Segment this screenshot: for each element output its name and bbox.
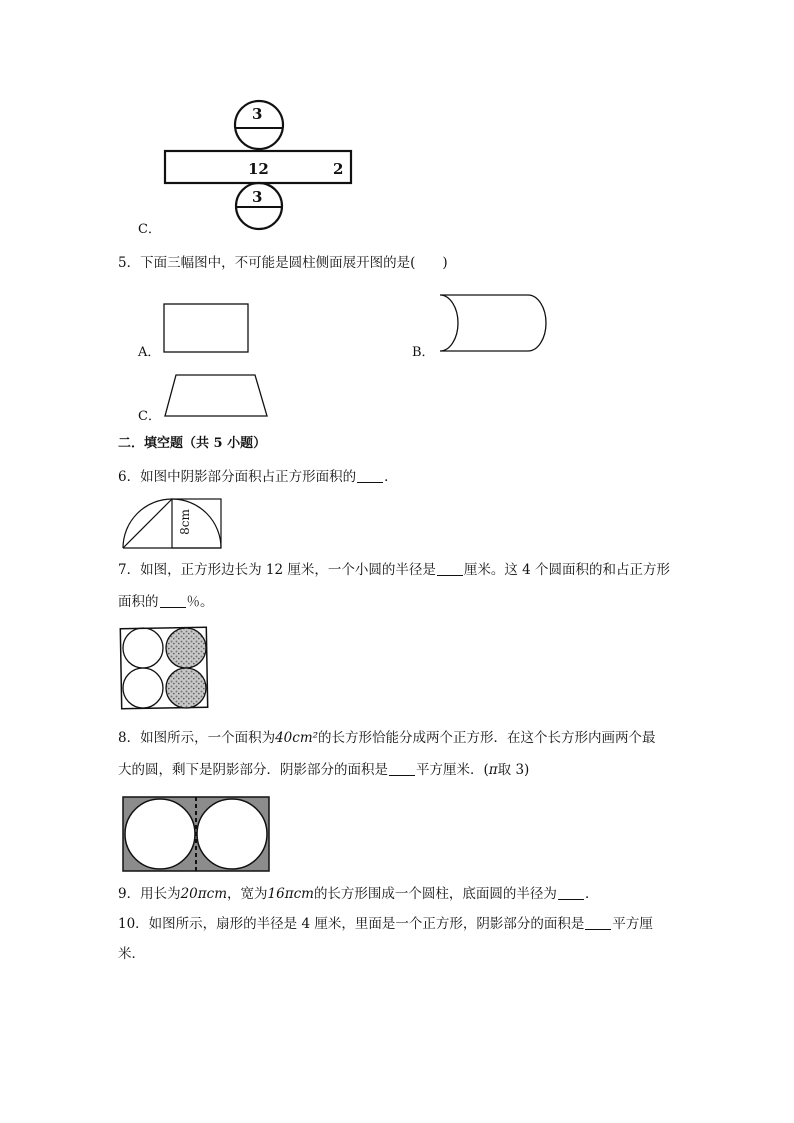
q5-option-c-trapezoid	[165, 375, 267, 416]
q7-line2	[118, 592, 214, 612]
q8-line1	[118, 728, 656, 748]
q7-text-2a: 面积的	[118, 594, 159, 610]
q4-net-figure	[0, 0, 794, 240]
q8-text-2a: 大的圆，剩下是阴影部分．阴影部分的面积是	[118, 762, 388, 778]
q7-text-1b: 厘米。这 4 个圆面积的和占正方形	[463, 562, 671, 578]
q4-option-c-label: C．	[138, 222, 161, 237]
q8-text-2c: 取 3)	[497, 762, 530, 778]
q8-pi: π	[488, 762, 498, 778]
q10-line2: 米．	[118, 946, 145, 962]
q6-text-after: ．	[384, 469, 398, 485]
q5-option-c-label: C．	[138, 409, 161, 424]
q6-text-before: 6．如图中阴影部分面积占正方形面积的	[118, 469, 357, 485]
q9-math-length: 20πcm	[180, 886, 228, 902]
q9-question	[118, 884, 598, 904]
rect-length-label: 12	[248, 160, 269, 178]
q7-answer-blank-2[interactable]	[160, 594, 186, 608]
q5-option-a-label: A．	[138, 345, 161, 360]
q8-math-area: 40cm²	[275, 730, 319, 746]
q5-option-b-label: B．	[412, 345, 435, 360]
q7-line1	[118, 560, 670, 580]
q5-option-b-shape	[440, 295, 546, 351]
rect-height-label: 2	[333, 160, 344, 178]
q6-answer-blank[interactable]	[357, 469, 383, 483]
q6-question	[118, 467, 398, 487]
q7-text-1a: 7．如图，正方形边长为 12 厘米，一个小圆的半径是	[118, 562, 436, 578]
q10-answer-blank[interactable]	[585, 916, 611, 930]
q9-text-b: ，宽为	[227, 886, 268, 902]
q9-text-c: 的长方形围成一个圆柱，底面圆的半径为	[313, 886, 557, 902]
q9-text-d: ．	[584, 886, 599, 902]
q10-line1	[118, 914, 653, 934]
top-circle-label: 3	[252, 105, 263, 123]
q8-text-1a: 8．如图所示，一个面积为	[118, 730, 276, 746]
q7-text-2b: ％。	[186, 594, 214, 610]
q9-math-width: 16πcm	[267, 886, 314, 902]
q10-text-1b: 平方厘	[612, 916, 653, 932]
q9-text-a: 9．用长为	[118, 886, 181, 902]
q6-figure-label: 8cm	[178, 509, 192, 535]
q10-text-1a: 10．如图所示，扇形的半径是 4 厘米，里面是一个正方形，阴影部分的面积是	[118, 916, 585, 932]
q8-line2	[118, 760, 529, 780]
bottom-circle-label: 3	[252, 188, 263, 206]
q8-text-2b: 平方厘米．(	[416, 762, 489, 778]
section-heading: 二．填空题（共 5 小题）	[118, 436, 267, 451]
q7-answer-blank-1[interactable]	[437, 562, 463, 576]
q8-answer-blank[interactable]	[389, 762, 415, 776]
q5-question: 5．下面三幅图中，不可能是圆柱侧面展开图的是( )	[118, 255, 448, 271]
q8-text-1b: 的长方形恰能分成两个正方形．在这个长方形内画两个最	[318, 730, 656, 746]
q9-answer-blank[interactable]	[558, 886, 584, 900]
